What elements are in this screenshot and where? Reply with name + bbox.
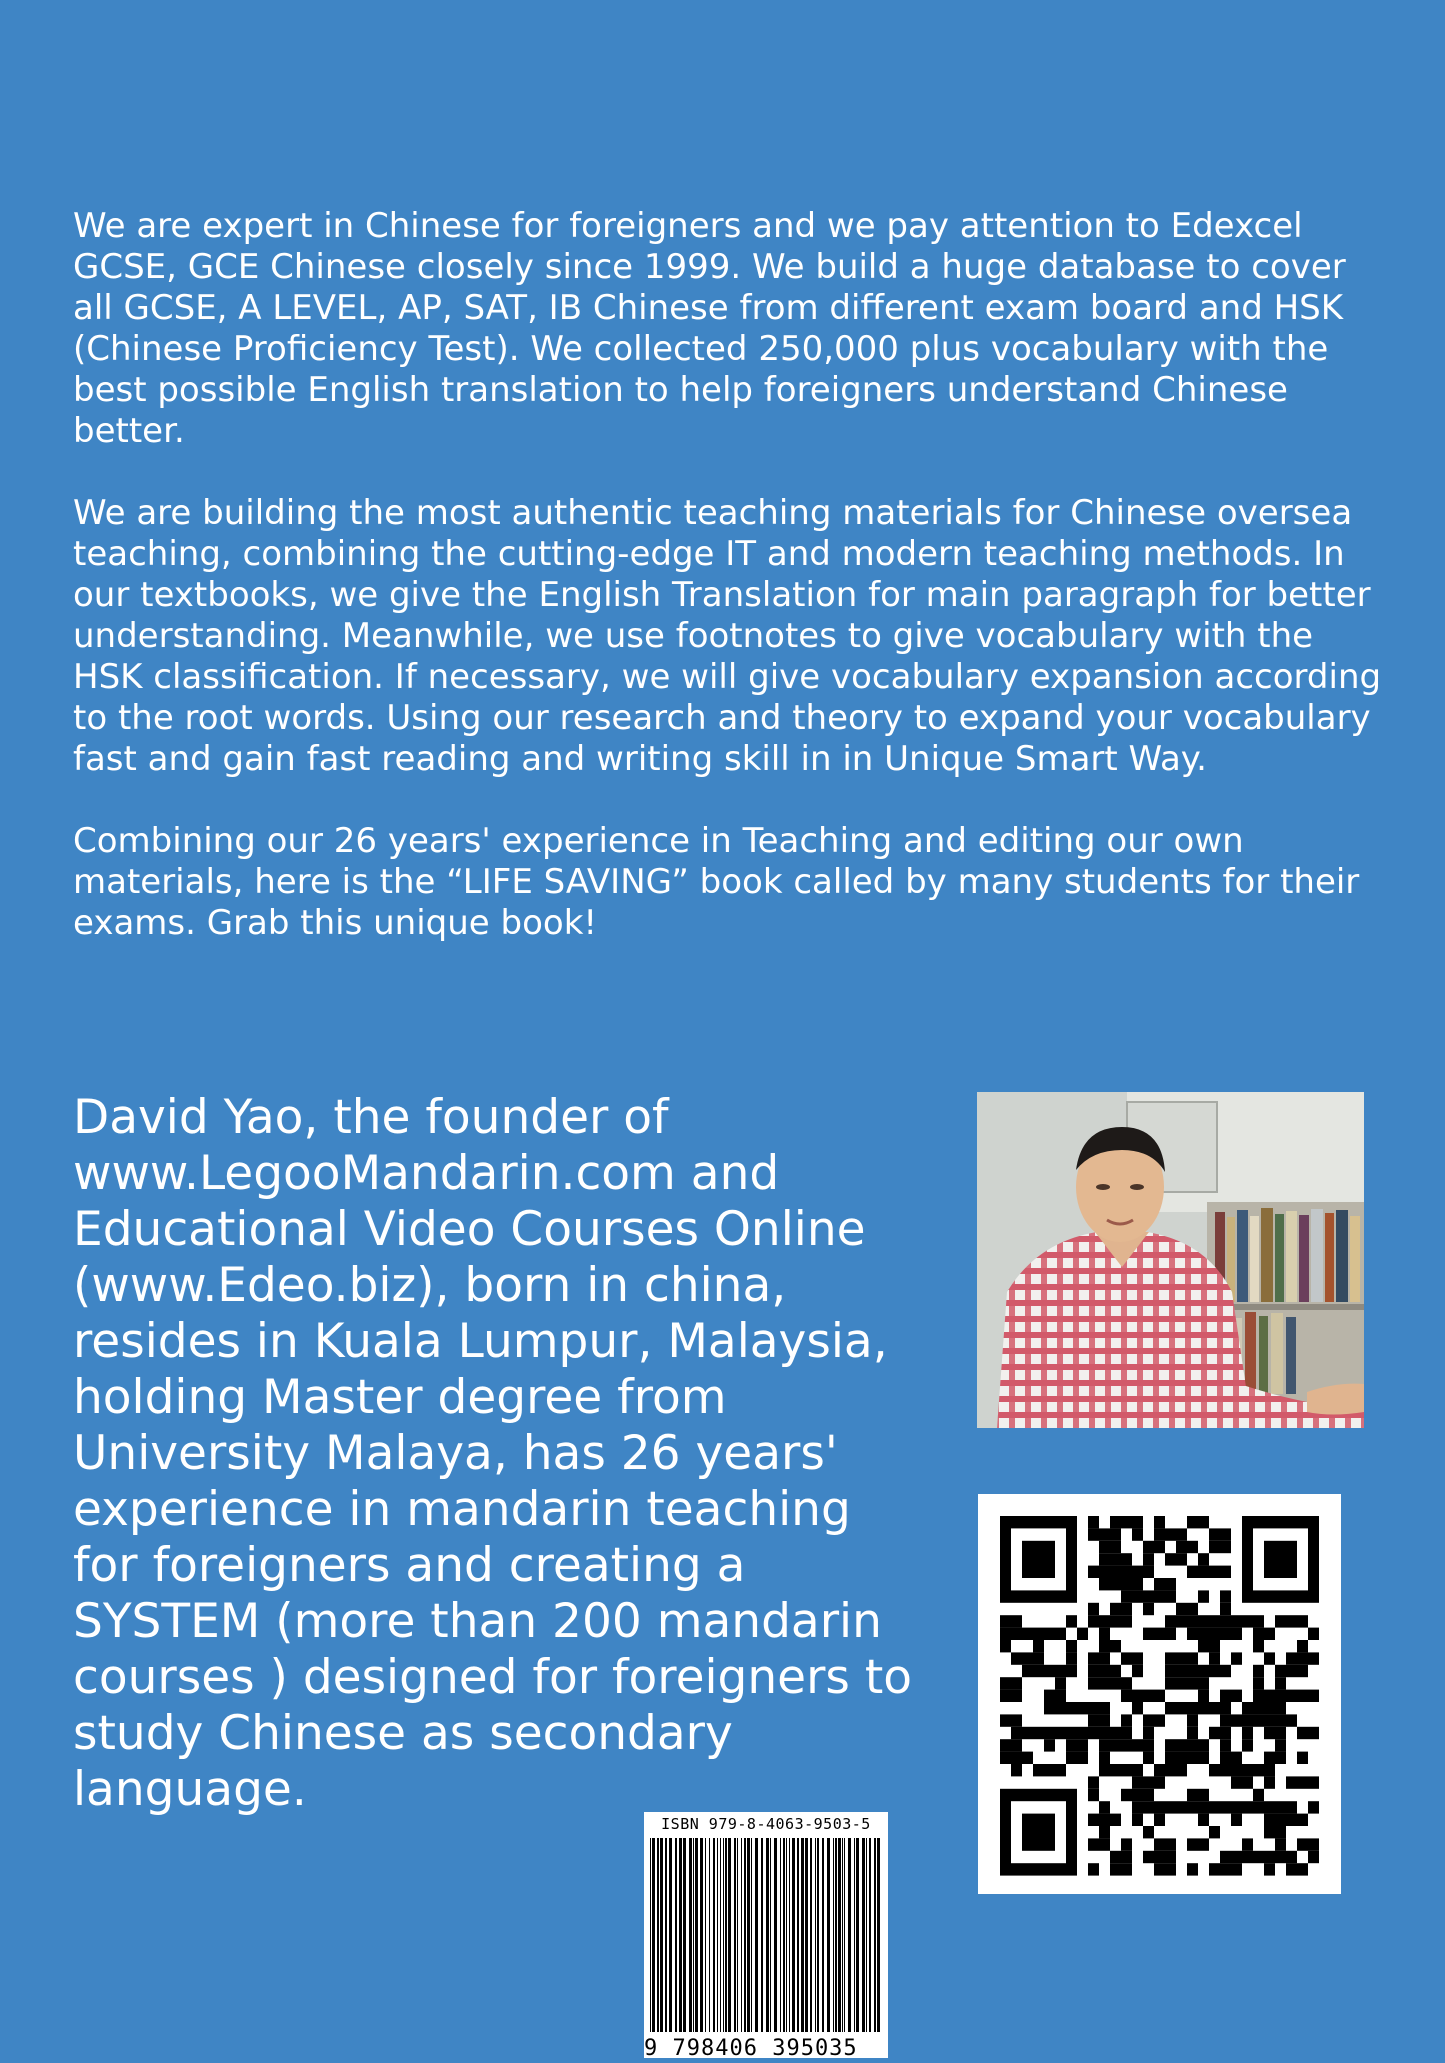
qr-code (978, 1494, 1341, 1894)
blurb (73, 206, 1383, 985)
barcode-digits: 9 798406 395035 (644, 2036, 858, 2061)
blurb-paragraph-2: We are building the most authentic teaching materials for Chinese oversea teaching, combining the cutting-edge IT and modern teaching methods. In our textbooks, we give the English Translation for main paragraph for better understanding. Meanwhile, we use footnotes to give vocabulary with the HSK classification. If necessary, we will give vocabulary expansion according to the root words. Using our research and theory to expand your vocabulary fast and gain fast reading and writing skill in in Unique Smart Way. (73, 493, 1382, 779)
author-bio: David Yao, the founder of www.LegooMandarin.com and Educational Video Courses Online (www.Edeo.biz), born in china, resides in Kuala Lumpur, Malaysia, holding Master degree from University Malaya, has 26 years' experience in mandarin teaching for foreigners and creating a SYSTEM (more than 200 mandarin courses ) designed for foreigners to study Chinese as secondary language. (73, 1090, 913, 1817)
isbn-label: ISBN 979-8-4063-9503-5 (661, 1815, 871, 1833)
isbn-barcode (644, 1812, 888, 2061)
author-photo (977, 1092, 1364, 1428)
blurb-paragraph-1: We are expert in Chinese for foreigners and we pay attention to Edexcel GCSE, GCE Chinese closely since 1999. We build a huge database to cover all GCSE, A LEVEL, AP, SAT, IB Chinese from different exam board and HSK (Chinese Proficiency Test). We collected 250,000 plus vocabulary with the best possible English translation to help foreigners understand Chinese better. (73, 206, 1346, 451)
blurb-paragraph-3: Combining our 26 years' experience in Teaching and editing our own materials, here is the “LIFE SAVING” book called by many students for their exams. Grab this unique book! (73, 821, 1360, 943)
